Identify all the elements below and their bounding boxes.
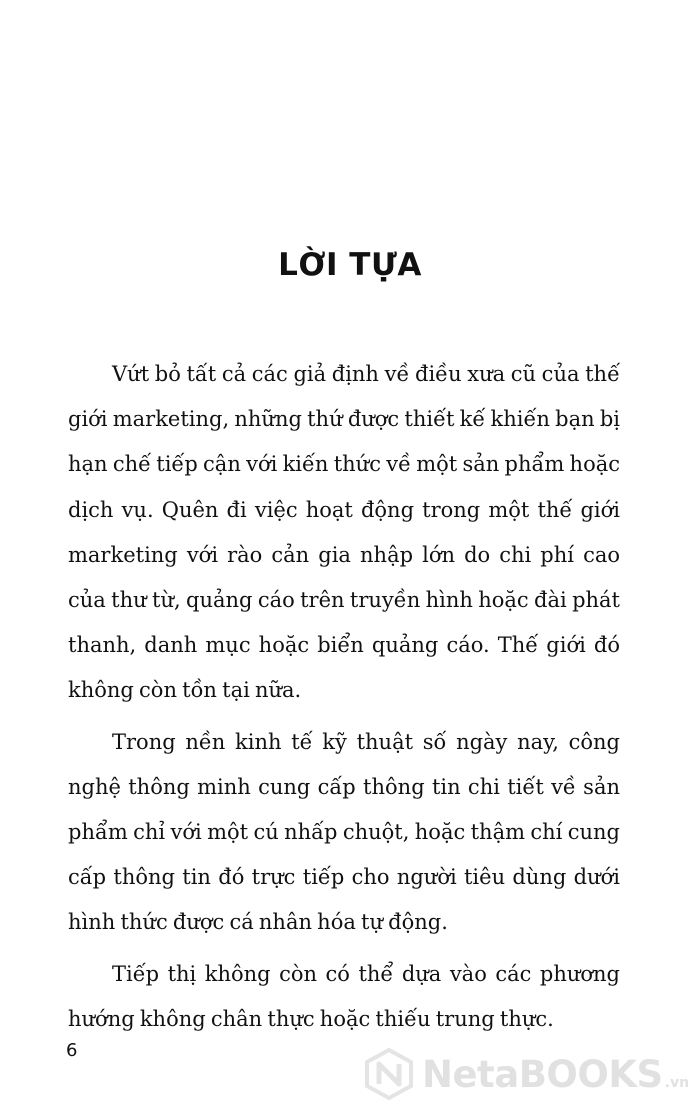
watermark-text: NetaBOOKS bbox=[422, 1052, 663, 1096]
watermark-suffix: .vn bbox=[664, 1075, 690, 1091]
netabooks-logo-icon bbox=[364, 1048, 414, 1100]
paragraph-3: Tiếp thị không còn có thể dựa vào các phương hướng không chân thực hoặc thiếu trung thực. bbox=[68, 961, 620, 1031]
paragraph-1: Vứt bỏ tất cả các giả định về điều xưa cũ của thế giới marketing, những thứ được thiết kế khiến bạn bị hạn chế tiếp cận với kiến thức về một sản phẩm hoặc dịch vụ. Quên đi việc hoạt động trong một thế giới marketing với rào cản gia nhập lớn do chi phí cao của thư từ, quảng cáo trên truyền hình hoặc đài phát thanh, danh mục hoặc biển quảng cáo. Thế giới đó không còn tồn tại nữa. bbox=[68, 362, 620, 703]
body-text bbox=[68, 352, 620, 1048]
watermark bbox=[364, 1046, 694, 1102]
page-number: 6 bbox=[66, 1040, 78, 1061]
chapter-title: LỜI TỰA bbox=[278, 246, 422, 283]
paragraph-2: Trong nền kinh tế kỹ thuật số ngày nay, công nghệ thông minh cung cấp thông tin chi tiết về sản phẩm chỉ với một cú nhấp chuột, hoặc thậm chí cung cấp thông tin đó trực tiếp cho người tiêu dùng dưới hình thức được cá nhân hóa tự động. bbox=[68, 729, 620, 935]
